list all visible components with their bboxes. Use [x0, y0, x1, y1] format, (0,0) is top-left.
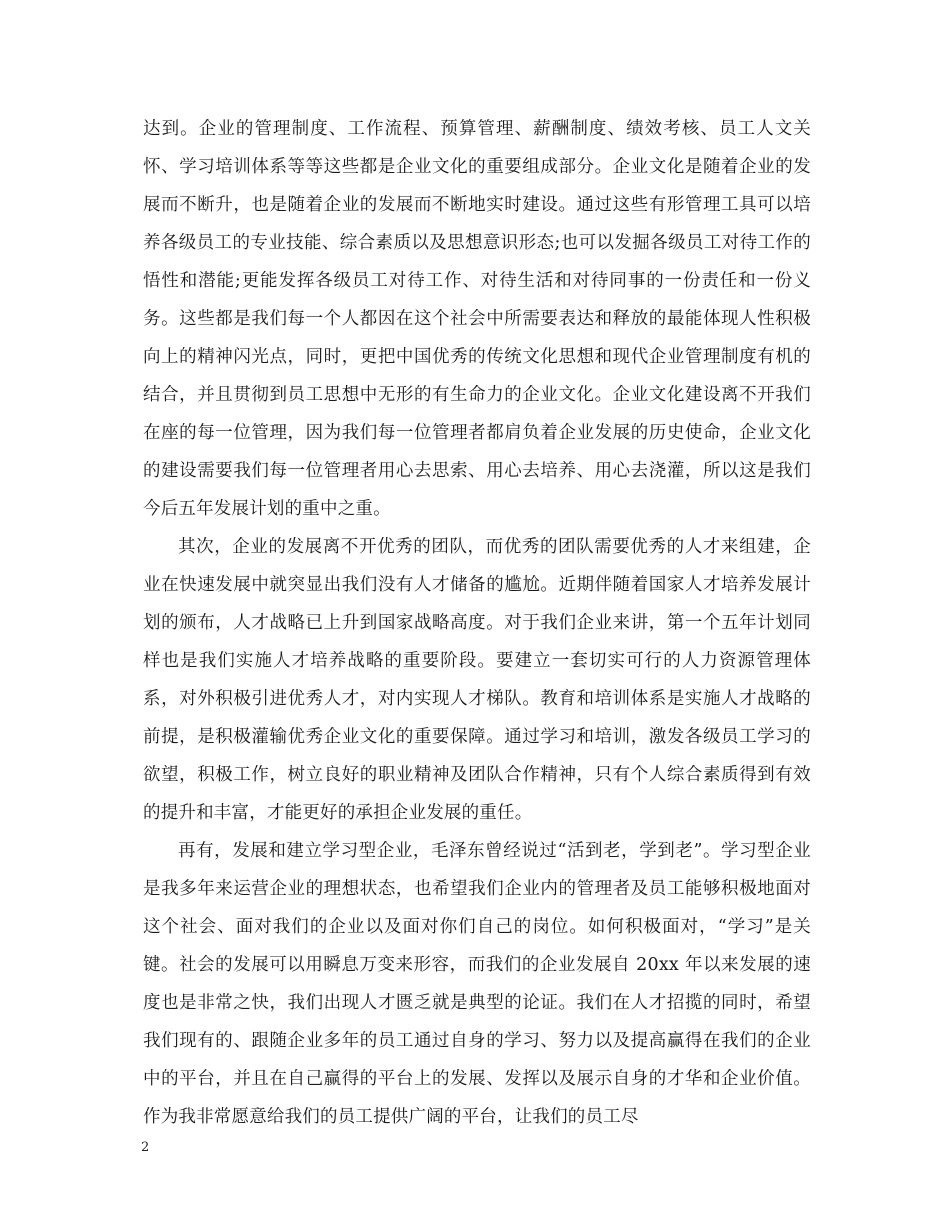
document-body: [143, 110, 811, 1136]
page-number: 2: [141, 1140, 150, 1155]
paragraph-1: 达到。企业的管理制度、工作流程、预算管理、薪酬制度、绩效考核、员工人文关怀、学习培训体系等等这些都是企业文化的重要组成部分。企业文化是随着企业的发展而不断升，也是随着企业的发展而不断地实时建设。通过这些有形管理工具可以培养各级员工的专业技能、综合素质以及思想意识形态;也可以发掘各级员工对待工作的悟性和潜能;更能发挥各级员工对待工作、对待生活和对待同事的一份责任和一份义务。这些都是我们每一个人都因在这个社会中所需要表达和释放的最能体现人性积极向上的精神闪光点，同时，更把中国优秀的传统文化思想和现代企业管理制度有机的结合，并且贯彻到员工思想中无形的有生命力的企业文化。企业文化建设离不开我们在座的每一位管理，因为我们每一位管理者都肩负着企业发展的历史使命，企业文化的建设需要我们每一位管理者用心去思索、用心去培养、用心去浇灌，所以这是我们今后五年发展计划的重中之重。: [143, 119, 811, 519]
paragraph-3: 再有，发展和建立学习型企业，毛泽东曾经说过“活到老，学到老”。学习型企业是我多年来运营企业的理想状态，也希望我们企业内的管理者及员工能够积极地面对这个社会、面对我们的企业以及面对你们自己的岗位。如何积极面对，“学习”是关键。社会的发展可以用瞬息万变来形容，而我们的企业发展自 20xx 年以来发展的速度也是非常之快，我们出现人才匮乏就是典型的论证。我们在人才招揽的同时，希望我们现有的、跟随企业多年的员工通过自身的学习、努力以及提高赢得在我们的企业中的平台，并且在自己赢得的平台上的发展、发挥以及展示自身的才华和企业价值。作为我非常愿意给我们的员工提供广阔的平台，让我们的员工尽: [143, 841, 811, 1127]
paragraph-2: 其次，企业的发展离不开优秀的团队，而优秀的团队需要优秀的人才来组建，企业在快速发展中就突显出我们没有人才储备的尴尬。近期伴随着国家人才培养发展计划的颁布，人才战略已上升到国家战略高度。对于我们企业来讲，第一个五年计划同样也是我们实施人才培养战略的重要阶段。要建立一套切实可行的人力资源管理体系，对外积极引进优秀人才，对内实现人才梯队。教育和培训体系是实施人才战略的前提，是积极灌输优秀企业文化的重要保障。通过学习和培训，激发各级员工学习的欲望，积极工作，树立良好的职业精神及团队合作精神，只有个人综合素质得到有效的提升和丰富，才能更好的承担企业发展的重任。: [143, 537, 811, 823]
